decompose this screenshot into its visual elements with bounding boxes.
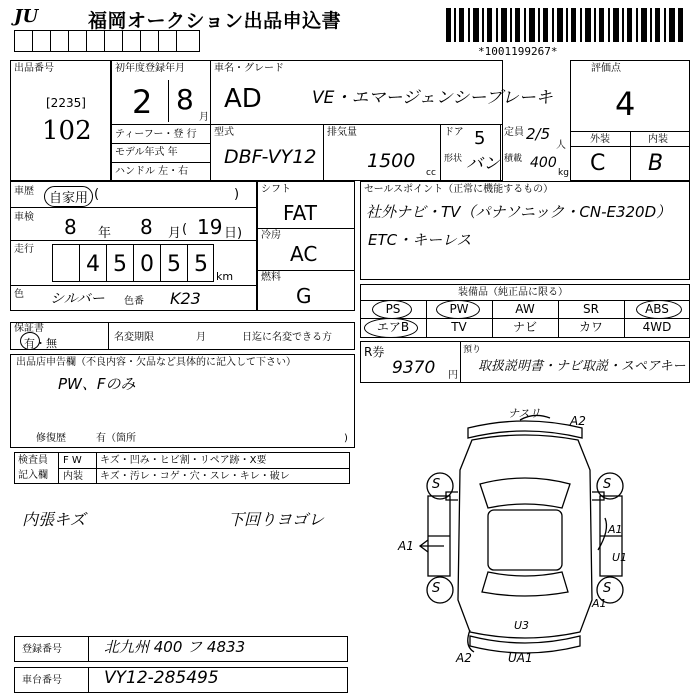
- fuel-value: G: [296, 284, 312, 308]
- registration-label: 登録番号: [22, 644, 62, 655]
- equipment-abs: ABS: [645, 302, 669, 316]
- color-value: シルバー: [50, 291, 105, 307]
- displacement-value: 1500: [367, 150, 416, 172]
- tire-mark: S: [432, 581, 441, 596]
- displacement-label: 排気量: [327, 127, 357, 138]
- expiry-month: 月: [196, 332, 206, 343]
- cargo-value: 400: [530, 155, 557, 171]
- page-title: 福岡オークション出品申込書: [88, 10, 342, 32]
- equipment-airbag: エアB: [376, 320, 410, 334]
- repair-label: 修復歴: [36, 433, 66, 444]
- damage-mark: A1: [608, 523, 623, 536]
- tire-mark: S: [603, 477, 612, 492]
- circle-mark: [364, 318, 418, 338]
- inspector-label1: 検査員: [18, 455, 48, 466]
- equipment-leather: カワ: [578, 320, 603, 334]
- car-name: AD: [224, 84, 262, 114]
- recycle-unit: 円: [448, 370, 458, 381]
- mileage-unit: km: [216, 270, 234, 283]
- equipment-aw: AW: [515, 302, 535, 316]
- first-reg-label: 初年度登録年月: [115, 63, 185, 74]
- handle-label: ハンドル 左・右: [115, 166, 189, 177]
- model-label: 型式: [214, 127, 234, 138]
- cargo-label: 積載: [504, 154, 523, 164]
- doors-label: ドア: [444, 127, 464, 138]
- aircon-label: 冷房: [261, 230, 281, 241]
- inspection-month-unit: 月: [168, 226, 182, 241]
- chassis-label: 車台番号: [22, 675, 62, 686]
- score-value: 4: [615, 85, 636, 123]
- car-name-label: 車名・グレード: [214, 63, 284, 74]
- expiry-label: 名変期限: [114, 332, 154, 343]
- model-value: DBF-VY12: [224, 146, 317, 168]
- accessories-value: 取扱説明書・ナビ取説・スペアキー: [478, 359, 686, 374]
- color-label: 色: [14, 289, 24, 300]
- shift-label: シフト: [261, 184, 291, 195]
- equipment-pw: PW: [449, 302, 469, 316]
- mileage-grid: [52, 244, 214, 282]
- equipment-4wd: 4WD: [642, 320, 672, 334]
- doors-value: 5: [474, 128, 486, 149]
- inspection-year-unit: 年: [98, 226, 112, 241]
- lot-number: 102: [42, 116, 92, 146]
- aircon-value: AC: [290, 242, 318, 266]
- displacement-unit: cc: [426, 168, 436, 178]
- inspector-row1: キズ・凹み・ヒビ割・リペア跡・X要: [100, 455, 267, 466]
- inspector-label2: 記入欄: [18, 470, 48, 481]
- equipment-sr: SR: [583, 302, 599, 316]
- sales-point-line2: ETC・キーレス: [368, 231, 472, 249]
- inspection-month: 8: [140, 215, 153, 239]
- score-label: 評価点: [591, 63, 621, 74]
- mileage-digit: 4: [86, 252, 100, 277]
- mileage-digit: 5: [113, 252, 127, 277]
- recycle-value: 9370: [392, 358, 436, 378]
- capacity-value: 2/5: [526, 125, 551, 143]
- note-right: 下回りヨゴレ: [228, 510, 325, 529]
- barcode: [446, 8, 686, 44]
- damage-mark: UA1: [508, 651, 533, 665]
- repair-value: 有（箇所: [96, 433, 136, 444]
- damage-mark: U1: [612, 551, 628, 564]
- inspector-row1-head: F W: [63, 455, 82, 466]
- first-reg-year: 2: [132, 83, 153, 121]
- usage-label: 車歴: [14, 186, 34, 197]
- inspector-row2: キズ・汚レ・コゲ・穴・スレ・キレ・破レ: [100, 471, 290, 482]
- exterior-label: 外装: [590, 134, 610, 145]
- damage-mark: A2: [570, 414, 586, 428]
- cargo-unit: kg: [558, 168, 569, 178]
- usage-paren-open: (: [94, 187, 100, 202]
- fuel-label: 燃料: [261, 272, 281, 283]
- equipment-navi: ナビ: [512, 320, 537, 334]
- interior-score: B: [648, 151, 664, 176]
- circle-mark: [636, 300, 682, 319]
- circle-mark: [436, 300, 480, 319]
- damage-mark: A1: [592, 597, 607, 610]
- color-no-label: 色番: [124, 296, 144, 307]
- model-year-label: モデル年式 年: [115, 147, 178, 158]
- sales-point-line1: 社外ナビ・TV（パナソニック・CN-E320D）: [366, 203, 672, 221]
- barcode-number: *1001199267*: [478, 45, 558, 58]
- expiry-note: 日迄に名変できる方: [242, 332, 332, 343]
- mileage-digit: 5: [194, 252, 208, 277]
- mileage-digit: 0: [140, 252, 154, 277]
- repair-close: ): [344, 433, 348, 444]
- mileage-digit: 5: [167, 252, 181, 277]
- usage-paren-close: ): [234, 187, 240, 202]
- damage-mark: A2: [456, 651, 472, 665]
- color-no: K23: [170, 289, 201, 308]
- recycle-label: R券: [364, 345, 385, 359]
- damage-mark: ナスリ: [508, 407, 541, 420]
- header-grid: [14, 30, 200, 52]
- accessories-label: 預り: [463, 345, 482, 355]
- usage-value: 自家用: [44, 186, 93, 207]
- registration-value: 北九州 400 フ 4833: [104, 638, 246, 656]
- tire-mark: S: [603, 581, 612, 596]
- tire-mark: S: [432, 477, 441, 492]
- lot-sub-number: [2235]: [46, 96, 86, 110]
- circle-mark: [20, 332, 40, 350]
- note-left: 内張キズ: [22, 510, 86, 529]
- lot-label: 出品番号: [14, 63, 54, 74]
- capacity-label: 定員: [504, 127, 524, 138]
- inspection-day-suffix: 日): [224, 226, 243, 241]
- damage-mark: A1: [398, 539, 414, 553]
- capacity-unit: 人: [556, 140, 566, 151]
- first-reg-month-unit: 月: [199, 112, 209, 123]
- equipment-label: 装備品（純正品に限る）: [458, 287, 568, 298]
- interior-label: 内装: [648, 134, 668, 145]
- sales-point-label: セールスポイント（正常に機能するもの）: [364, 184, 554, 195]
- equipment-ps: PS: [385, 302, 401, 316]
- first-reg-month: 8: [176, 83, 194, 116]
- shift-value: FAT: [283, 201, 318, 225]
- warranty-value: 有・無: [24, 337, 57, 350]
- chassis-value: VY12-285495: [104, 668, 219, 688]
- mileage-label: 走行: [14, 244, 34, 255]
- shape-value: バン: [466, 154, 500, 174]
- inspection-day-prefix: (: [182, 222, 188, 237]
- tifu-label: ティーフー・登 行: [115, 129, 197, 140]
- inspection-year: 8: [64, 215, 77, 239]
- car-grade: VE・エマージェンシーブレーキ: [312, 88, 553, 108]
- damage-mark: U3: [514, 619, 530, 632]
- inspector-row2-head: 内装: [63, 471, 83, 482]
- warranty-label: 保証書: [14, 323, 44, 334]
- declaration-label: 出品店申告欄（不良内容・欠品など具体的に記入して下さい）: [16, 357, 296, 368]
- exterior-score: C: [590, 151, 606, 176]
- inspection-label: 車検: [14, 212, 34, 223]
- shape-label: 形状: [444, 154, 463, 164]
- declaration-value: PW、Fのみ: [58, 375, 136, 393]
- inspection-day: 19: [197, 215, 223, 239]
- circle-mark: [372, 300, 412, 319]
- equipment-tv: TV: [451, 320, 467, 334]
- header-logo: JU: [14, 6, 39, 27]
